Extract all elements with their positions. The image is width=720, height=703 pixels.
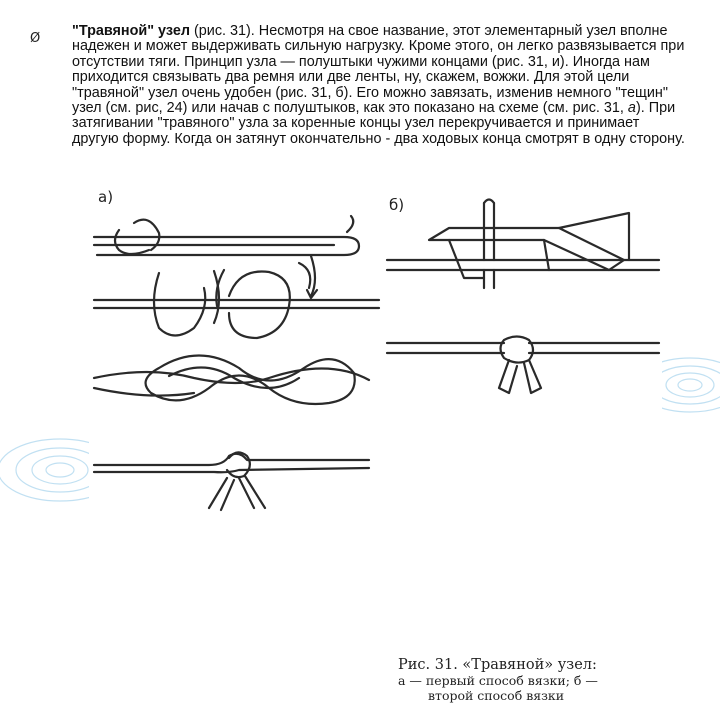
knot-b-ribbon-drawing <box>387 200 659 289</box>
knot-a-step3-drawing <box>94 356 369 405</box>
figure-label-b: б) <box>389 196 405 214</box>
paragraph-italic-a: а <box>627 100 636 117</box>
knot-a-step2-drawing <box>94 263 379 338</box>
bullet-marker: Ø <box>30 31 41 46</box>
knot-b-tightened-drawing <box>387 337 659 394</box>
knot-drawings <box>89 188 662 520</box>
knot-figure <box>89 188 662 703</box>
figure-caption <box>398 657 660 703</box>
caption-title: Рис. 31. «Травяной» узел: <box>398 657 597 673</box>
caption-line-1: а — первый способ вязки; б — <box>398 673 598 688</box>
knot-a-step4-drawing <box>94 452 369 510</box>
paragraph-title: "Травяной" узел <box>72 23 190 39</box>
body-paragraph <box>72 24 687 147</box>
paragraph-text-2: ). При затягивании "травяного" узла за коренные концы узел перекручивается и принимает другую форму. Когда он затянут окончательно - два ходовых конца смотрят в одну сторону. <box>72 100 685 147</box>
caption-line-2: второй способ вязки <box>428 688 565 703</box>
knot-a-step1-drawing <box>94 216 359 298</box>
figure-label-a: а) <box>98 188 114 206</box>
paragraph-text-1: (рис. 31). Несмотря на свое название, этот элементарный узел вполне надежен и может выдерживать сильную нагрузку. Кроме этого, он легко развязывается при отсутствии тяги. Принцип узла — полуштыки чужими концами (рис. 31, и). Иногда нам приходится связывать два ремня или две ленты, ну, скажем, вожжи. Для этой цели "травяной" узел очень удобен (рис. 31, б). Его можно завязать, изменив немного "тещин" узел (см. рис, 24) или начав с полуштыков, как это показано на схеме (см. рис. 31, <box>72 23 685 117</box>
